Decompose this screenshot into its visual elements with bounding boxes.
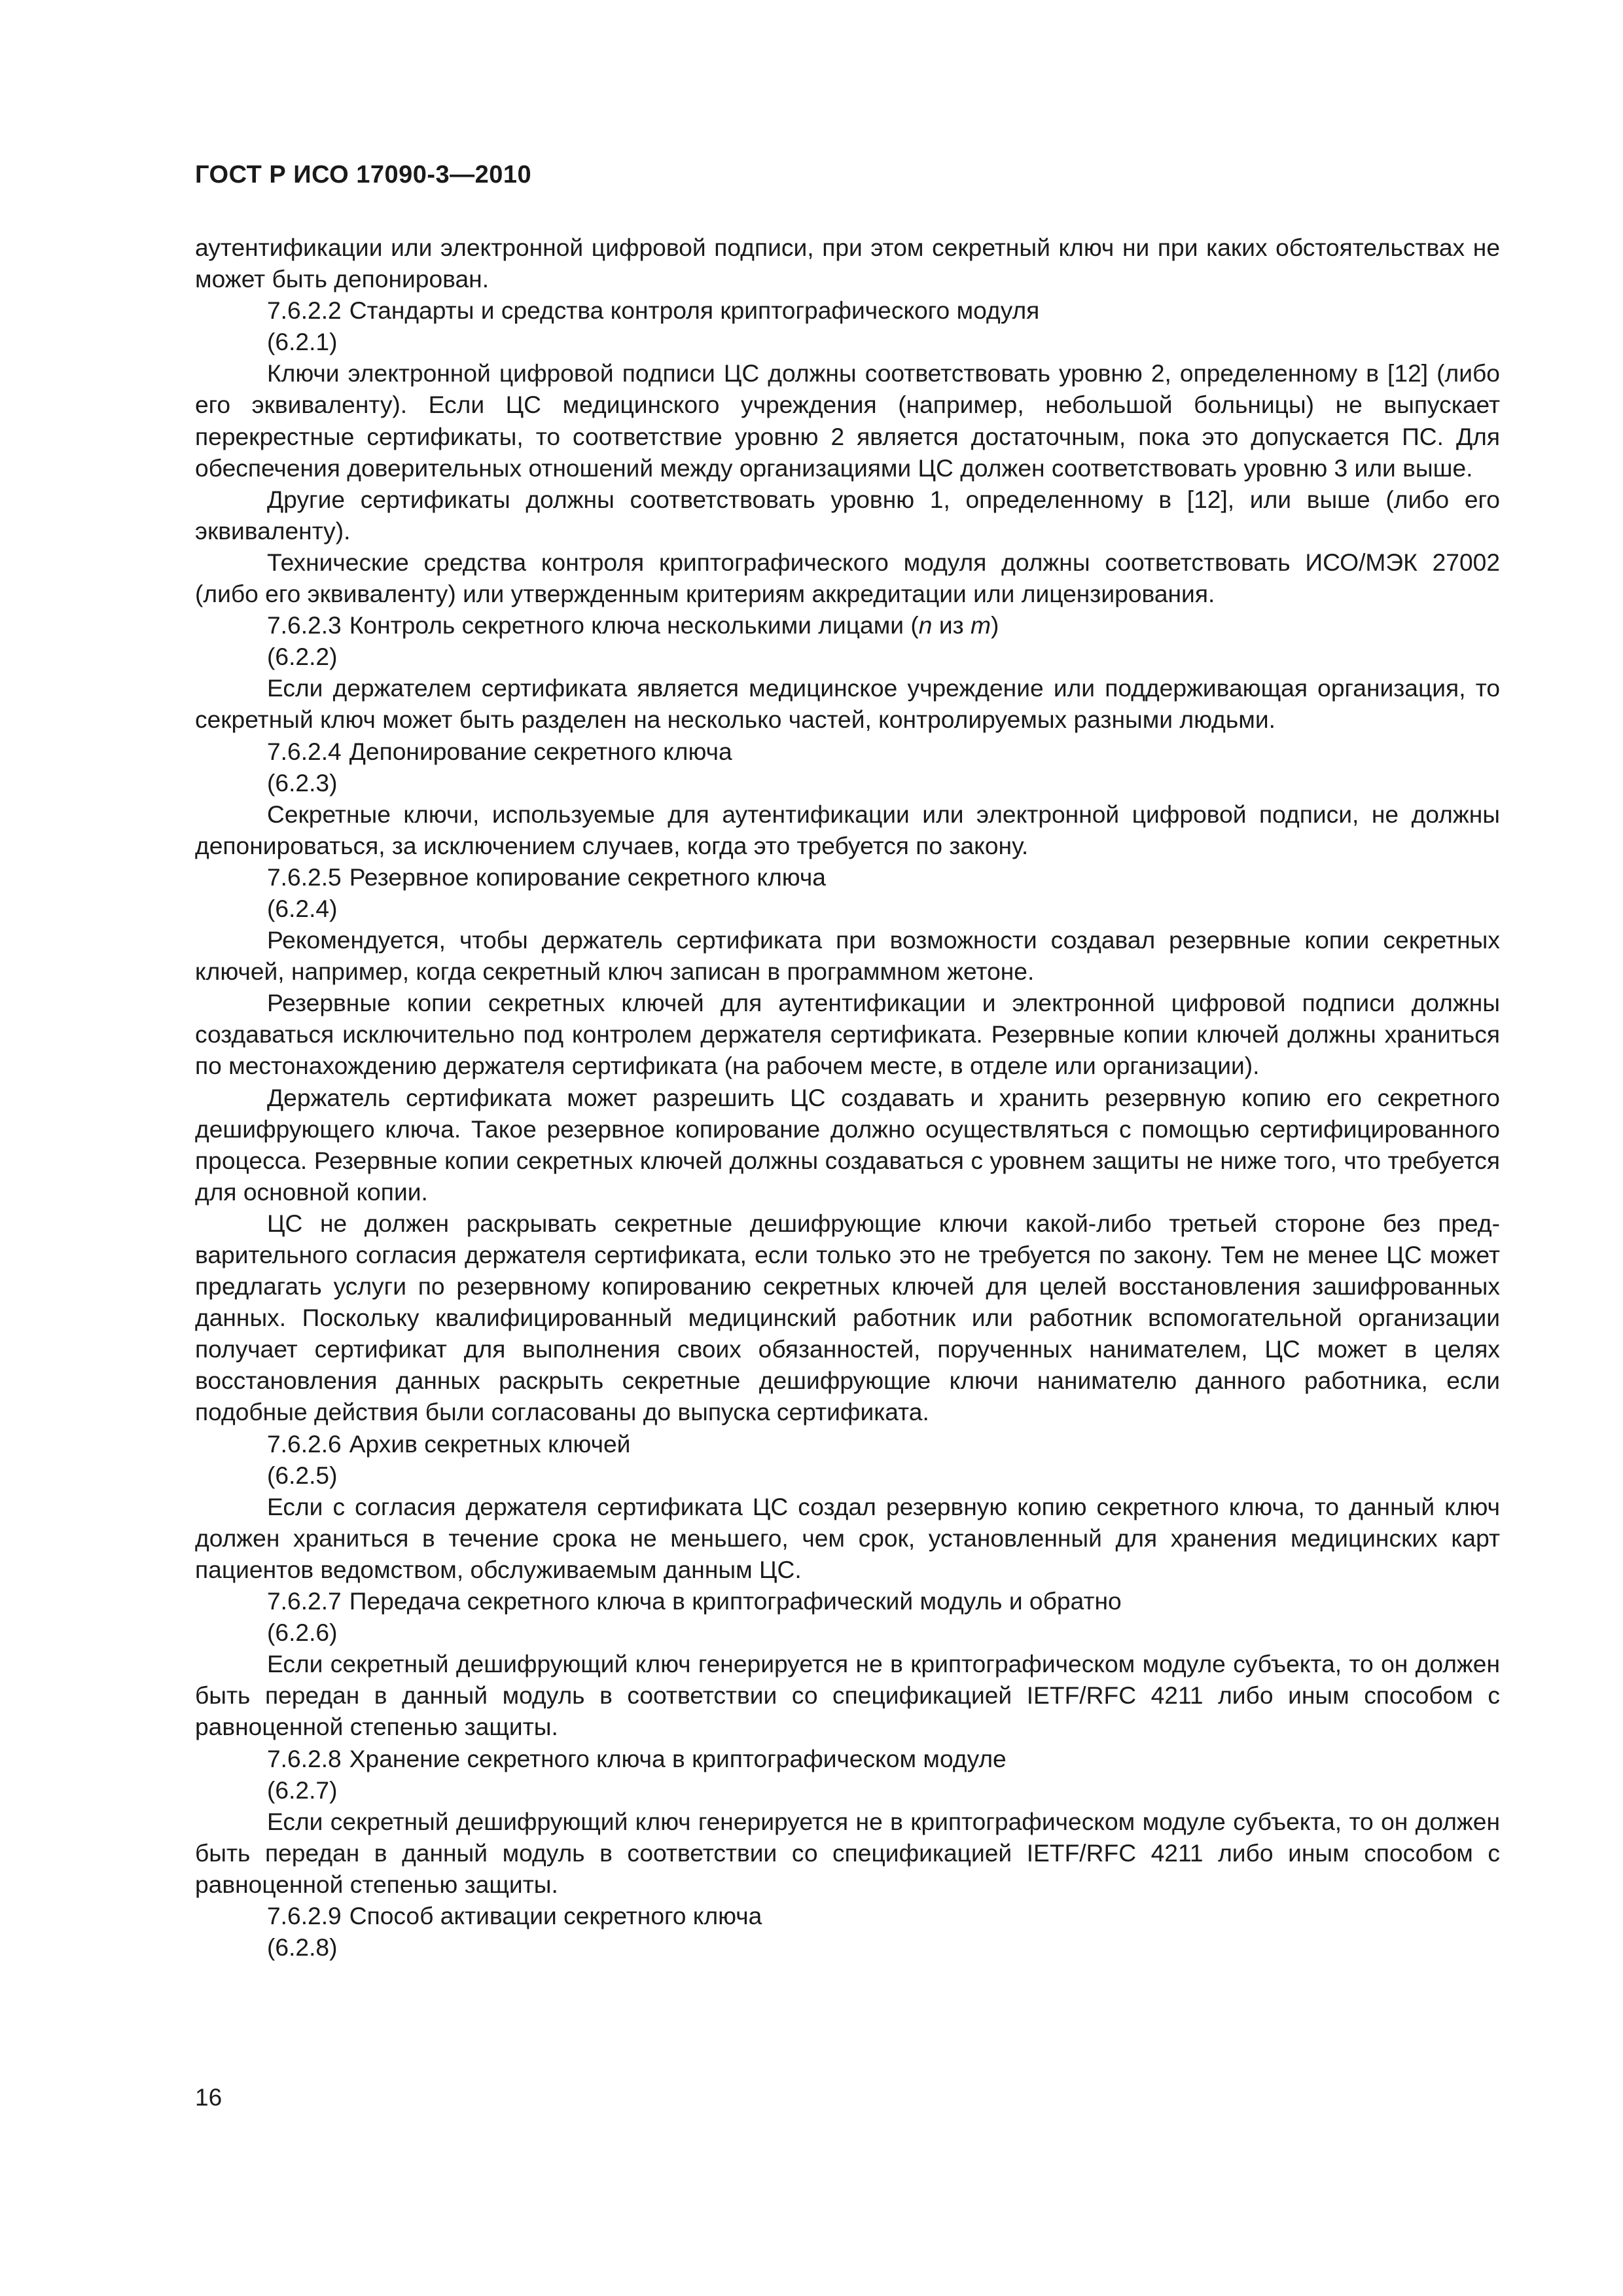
section-title: Хранение секретного ключа в криптографическом модуле	[349, 1744, 1007, 1772]
section-number: 7.6.2.5	[267, 863, 342, 891]
section-heading	[195, 609, 1500, 641]
paragraph: Секретные ключи, используемые для аутентификации или электронной цифровой подписи, не должны депонироваться, за исключением случаев, когда это требуется по закону.	[195, 800, 1500, 859]
section-title: Резервное копирование секретного ключа	[349, 863, 826, 891]
section-heading	[195, 1585, 1500, 1617]
paragraph: Рекомендуется, чтобы держатель сертификата при возможности создавал резервные копии секретных ключей, например, когда секретный ключ записан в программном жетоне.	[195, 926, 1500, 986]
paragraph: Резервные копии секретных ключей для аутентификации и электронной цифровой подписи должны создаваться исключительно под контролем держателя сертификата. Резервные копии ключей должны храниться по местонахождению держателя сертификата (на рабочем месте, в отделе или организации).	[195, 989, 1500, 1080]
section-number: 7.6.2.6	[267, 1429, 342, 1458]
clause-reference: (6.2.1)	[267, 328, 338, 356]
paragraph: Если держателем сертификата является медицинское учреждение или поддерживающая организация, то секретный ключ может быть разделен на несколько частей, контролируемых разными людьми.	[195, 674, 1500, 734]
paragraph: аутентификации или электронной цифровой подписи, при этом секретный ключ ни при каких обстоятельствах не может быть депонирован.	[195, 234, 1500, 293]
section-heading	[195, 295, 1500, 326]
clause-reference: (6.2.8)	[267, 1933, 338, 1962]
math-variable: n	[918, 611, 933, 639]
clause-reference: (6.2.6)	[267, 1619, 338, 1647]
section-number: 7.6.2.3	[267, 611, 342, 639]
section-title: Стандарты и средства контроля криптографического модуля	[349, 296, 1040, 325]
section-title-part: )	[990, 611, 999, 639]
section-title: Архив секретных ключей	[349, 1429, 631, 1458]
paragraph: ЦС не должен раскрывать секретные дешифрующие ключи какой-либо третьей стороне без предварительного согласия держателя сертификата, если только это не требуется по закону. Тем не менее ЦС может предлагать услуги по резервному копированию секретных ключей для целей восстановления зашифрованных данных. Поскольку квалифицированный медицинский работник или работник вспомогательной организации получает сертификат для выполнения своих обязанностей, порученных нанимателем, ЦС может в целях восстановления данных раскрыть секретные дешифрующие ключи нанимателю данного работника, если подобные действия были согласованы до выпуска сертификата.	[195, 1209, 1500, 1426]
section-heading	[195, 736, 1500, 767]
paragraph: Если секретный дешифрующий ключ генерируется не в криптографическом модуле субъекта, то он должен быть передан в данный модуль в соответствии со спецификацией IETF/RFC 4211 либо иным способом с равноценной степенью защиты.	[195, 1650, 1500, 1741]
clause-reference: (6.2.2)	[267, 643, 338, 671]
section-number: 7.6.2.7	[267, 1587, 342, 1615]
section-title-part: из	[932, 611, 971, 639]
paragraph: Если секретный дешифрующий ключ генерируется не в криптографическом модуле субъекта, то он должен быть передан в данный модуль в соответствии со спецификацией IETF/RFC 4211 либо иным способом с равноценной степенью защиты.	[195, 1807, 1500, 1898]
paragraph: Технические средства контроля криптографического модуля должны соответствовать ИСО/МЭК 27002 (либо его эквиваленту) или утвержденным критериям аккредитации или лицензирования.	[195, 548, 1500, 608]
standard-header: ГОСТ Р ИСО 17090-3—2010	[195, 161, 532, 188]
clause-reference: (6.2.7)	[267, 1776, 338, 1804]
page-number: 16	[195, 2084, 223, 2111]
document-body	[195, 232, 1500, 1963]
math-variable: m	[970, 611, 991, 639]
section-number: 7.6.2.2	[267, 296, 342, 325]
section-heading	[195, 1900, 1500, 1931]
section-heading	[195, 1743, 1500, 1774]
paragraph: Держатель сертификата может разрешить ЦС создавать и хранить резервную копию его секретного дешифрующего ключа. Такое резервное копирование должно осуществляться с помощью сертифицированного процесса. Резервные копии секретных ключей должны создаваться с уровнем защиты не ниже того, что требуется для основной копии.	[195, 1083, 1500, 1206]
paragraph: Ключи электронной цифровой подписи ЦС должны соответствовать уровню 2, определенному в [12] (либо его эквиваленту). Если ЦС медицинского учреждения (например, небольшой больницы) не выпускает перекрестные сертификаты, то соответствие уровню 2 является достаточным, пока это допускается ПС. Для обеспечения доверительных отношений между организациями ЦС должен соответствовать уровню 3 или выше.	[195, 359, 1500, 482]
paragraph: Если с согласия держателя сертификата ЦС создал резервную копию секретного ключа, то данный ключ должен храниться в течение срока не меньшего, чем срок, установленный для хранения медицинских карт пациентов ведомством, обслуживаемым данным ЦС.	[195, 1492, 1500, 1583]
section-number: 7.6.2.4	[267, 737, 342, 765]
paragraph: Другие сертификаты должны соответствовать уровню 1, определенному в [12], или выше (либо его эквиваленту).	[195, 485, 1500, 545]
section-number: 7.6.2.8	[267, 1744, 342, 1772]
section-heading	[195, 1428, 1500, 1460]
section-title: Контроль секретного ключа несколькими лицами (	[349, 611, 919, 639]
section-number: 7.6.2.9	[267, 1901, 342, 1929]
section-title: Депонирование секретного ключа	[349, 737, 732, 765]
section-heading	[195, 861, 1500, 893]
section-title: Передача секретного ключа в криптографический модуль и обратно	[349, 1587, 1122, 1615]
section-title: Способ активации секретного ключа	[349, 1901, 762, 1929]
clause-reference: (6.2.3)	[267, 768, 338, 797]
clause-reference: (6.2.4)	[267, 894, 338, 922]
clause-reference: (6.2.5)	[267, 1461, 338, 1489]
